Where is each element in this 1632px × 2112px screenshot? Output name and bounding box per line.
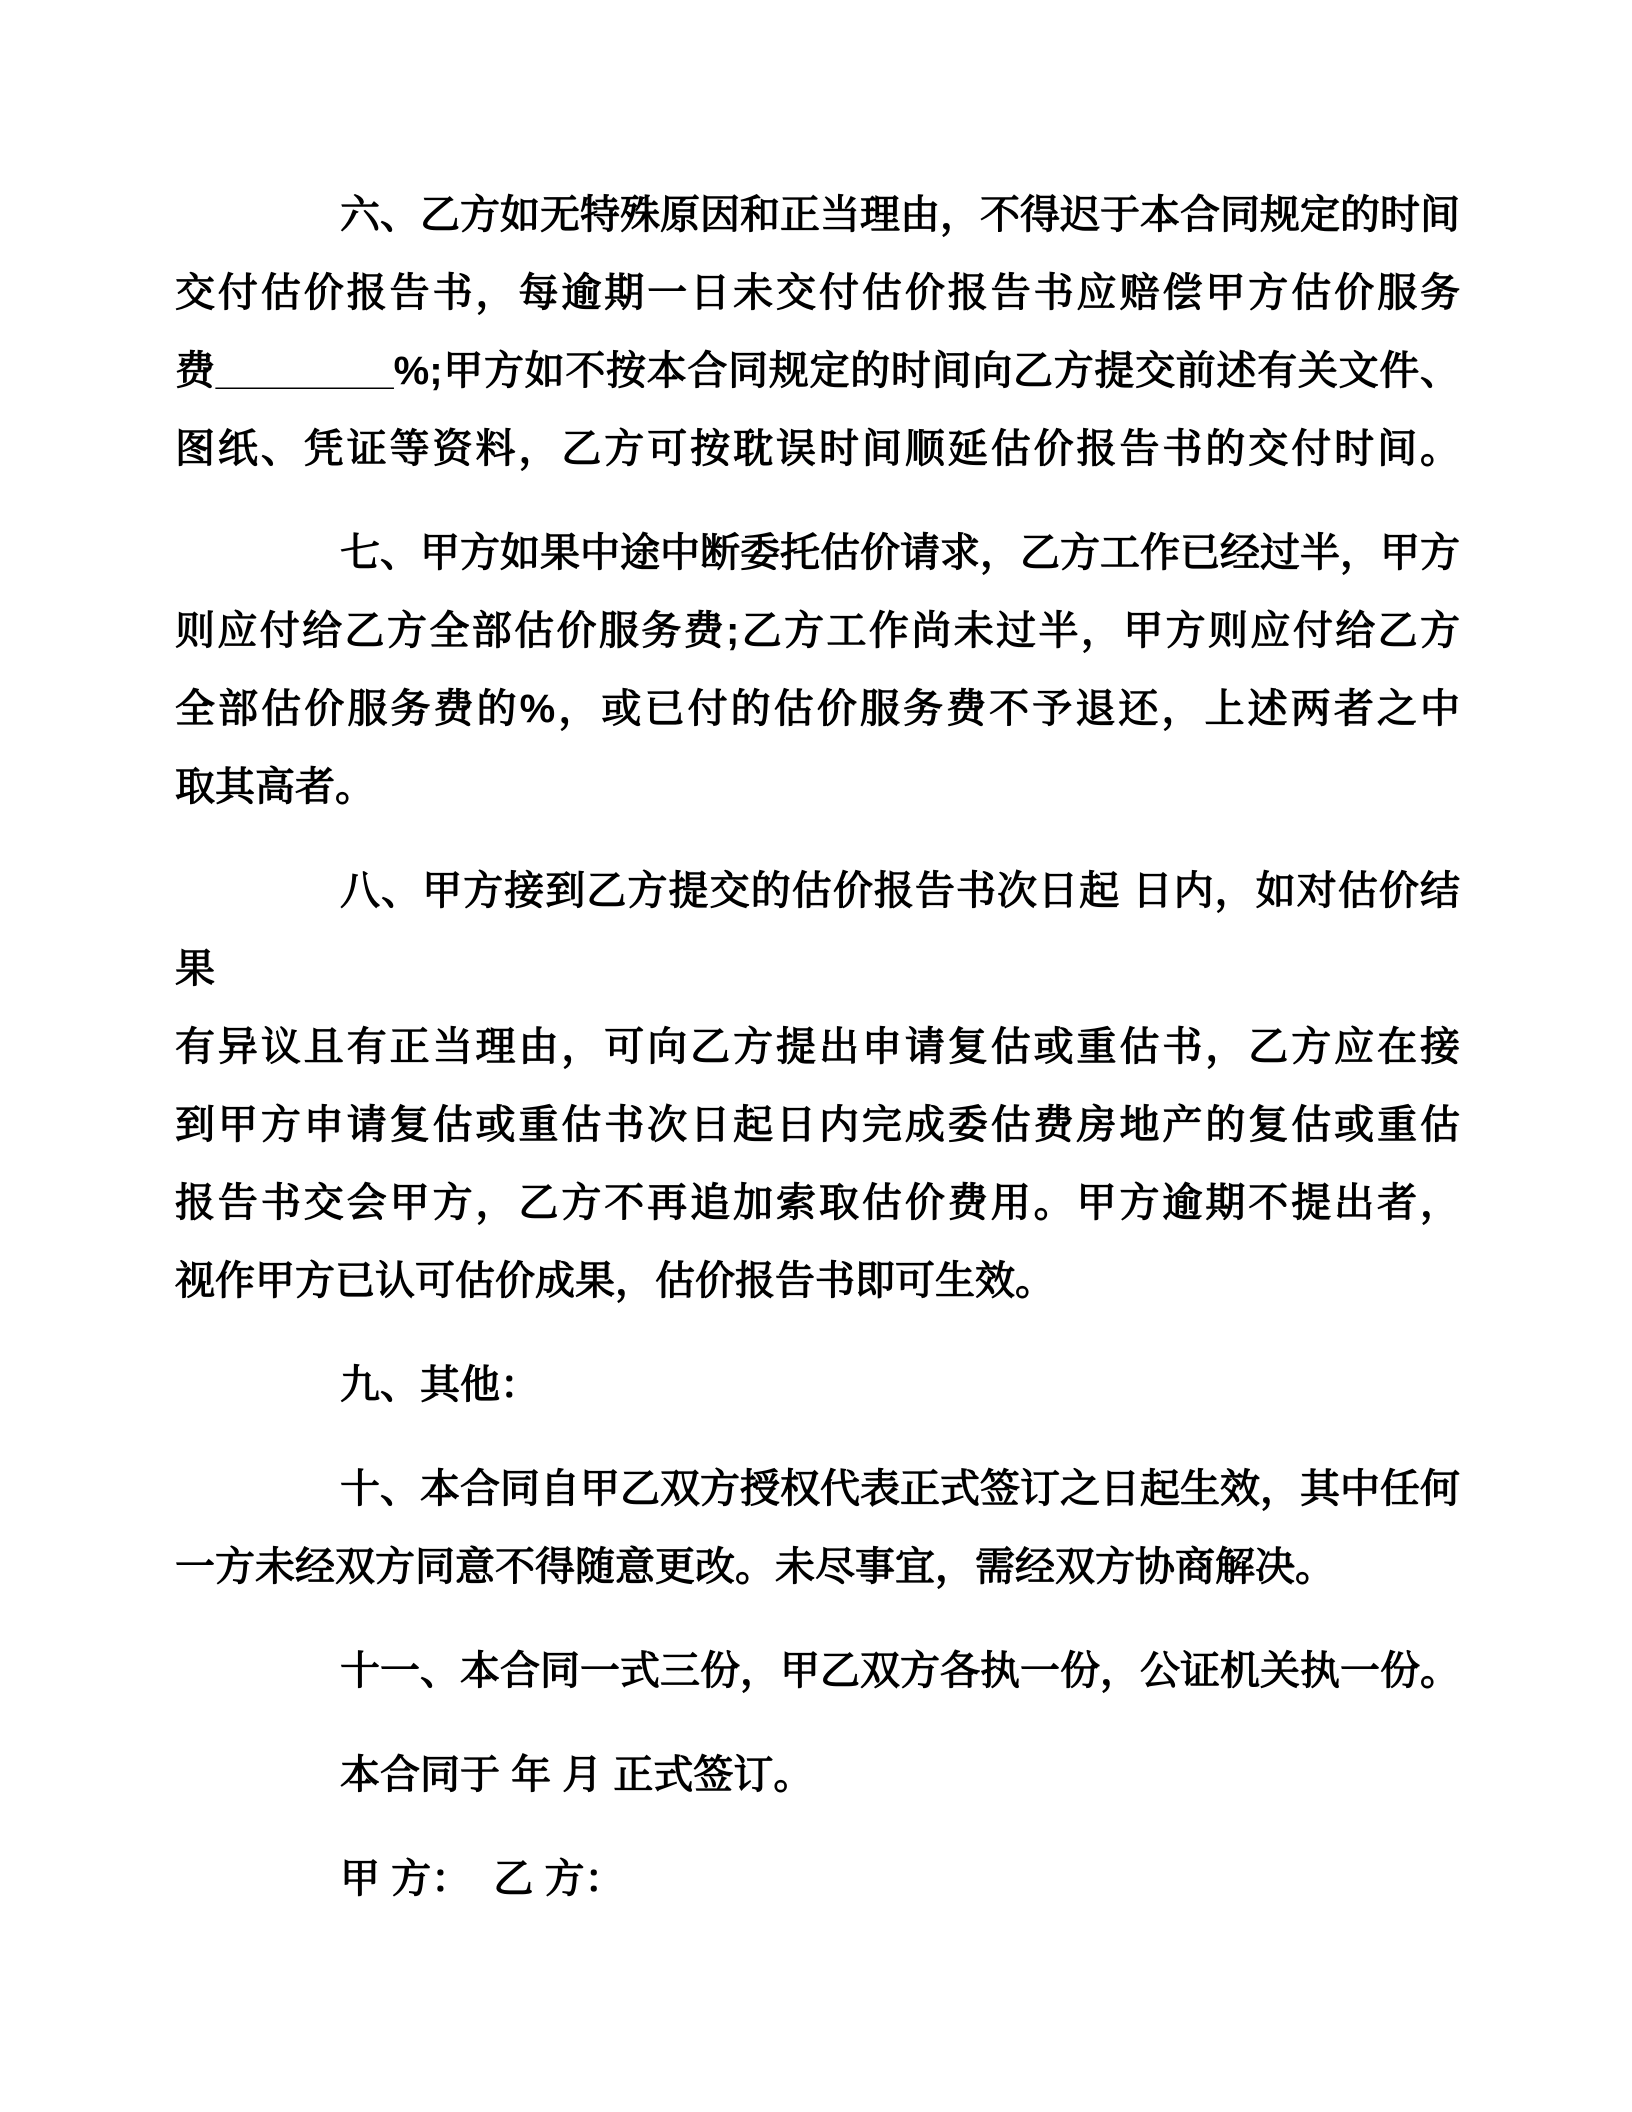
signing-date-line <box>175 1736 1460 1814</box>
clause-six-line-3: 费________%;甲方如不按本合同规定的时间向乙方提交前述有关文件、 <box>175 349 1460 393</box>
clause-eight-line-4: 报告书交会甲方，乙方不再追加索取估价费用。甲方逾期不提出者， <box>175 1181 1460 1225</box>
clause-seven-line-2: 则应付给乙方全部估价服务费;乙方工作尚未过半，甲方则应付给乙方 <box>175 609 1460 653</box>
clause-eight-line-1: 八、甲方接到乙方提交的估价报告书次日起 日内，如对估价结果 <box>175 869 1460 991</box>
clause-eight-line-5: 视作甲方已认可估价成果，估价报告书即可生效。 <box>175 1259 1055 1303</box>
clause-ten-line-2: 一方未经双方同意不得随意更改。未尽事宜，需经双方协商解决。 <box>175 1545 1335 1589</box>
clause-nine-line-1: 九、其他： <box>340 1363 540 1407</box>
clause-six-line-2: 交付估价报告书，每逾期一日未交付估价报告书应赔偿甲方估价服务 <box>175 271 1460 315</box>
clause-eight <box>175 852 1460 1320</box>
parties-signature-line <box>175 1840 1460 1918</box>
clause-ten <box>175 1450 1460 1606</box>
clause-eight-line-3: 到甲方申请复估或重估书次日起日内完成委估费房地产的复估或重估 <box>175 1103 1460 1147</box>
contract-body <box>175 176 1460 1918</box>
clause-six <box>175 176 1460 488</box>
clause-eleven-line-1: 十一、本合同一式三份，甲乙双方各执一份，公证机关执一份。 <box>340 1649 1460 1693</box>
clause-seven <box>175 514 1460 826</box>
signing-date-text: 本合同于 年 月 正式签订。 <box>340 1753 814 1797</box>
clause-six-line-1: 六、乙方如无特殊原因和正当理由，不得迟于本合同规定的时间 <box>340 193 1460 237</box>
clause-six-line-4: 图纸、凭证等资料，乙方可按耽误时间顺延估价报告书的交付时间。 <box>175 427 1460 471</box>
clause-seven-line-4: 取其高者。 <box>175 765 375 809</box>
clause-ten-line-1: 十、本合同自甲乙双方授权代表正式签订之日起生效，其中任何 <box>340 1467 1460 1511</box>
clause-eight-line-2: 有异议且有正当理由，可向乙方提出申请复估或重估书，乙方应在接 <box>175 1025 1460 1069</box>
clause-seven-line-1: 七、甲方如果中途中断委托估价请求，乙方工作已经过半，甲方 <box>340 531 1460 575</box>
clause-eleven <box>175 1632 1460 1710</box>
clause-seven-line-3: 全部估价服务费的%，或已付的估价服务费不予退还，上述两者之中 <box>175 687 1460 731</box>
party-a-party-b-labels: 甲 方： 乙 方： <box>340 1857 625 1901</box>
clause-nine <box>175 1346 1460 1424</box>
